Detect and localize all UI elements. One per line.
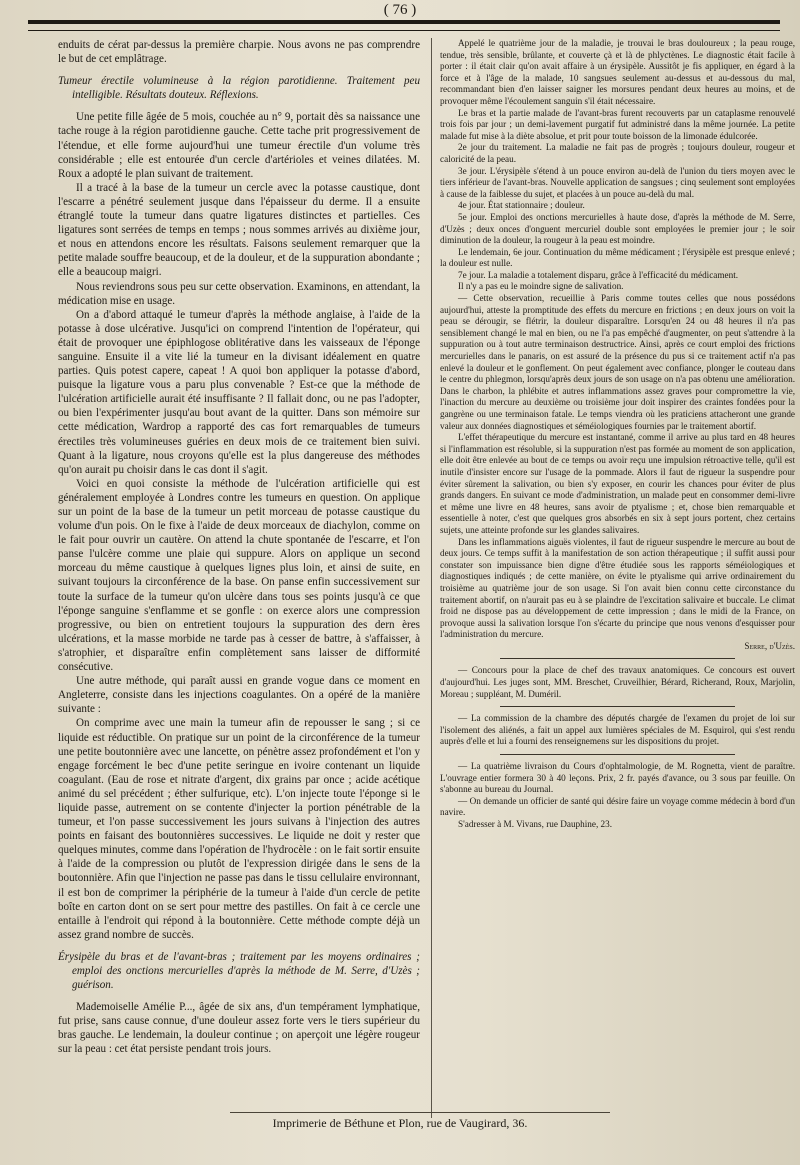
paragraph: Voici en quoi consiste la méthode de l'ulcération artificielle qui est généralement employée à Londres contre les tumeurs en question. On applique sur un point de la base de la tumeur un petit morceau de potasse caustique du volume d'un pois. On le fixe à l'aide de deux morceaux de diachylon, comme on le fait pour ouvrir un cautère. On attend la chute spontanée de l'escarre, et l'on panse l'ulcère comme une plaie qui suppure. Alors on applique un second morceau du même caustique à quelques lignes plus loin, et ainsi de suite, en suivant toujours la circonférence de la base. On panse enfin successivement sur toute la surface de la tumeur qu'on ulcère dans tous ses points jusqu'à ce que l'éponge sanguine s'enflamme et se gonfle : on exerce alors une compression progressive, ou bien on entretient toujours la suppuration des dern ères ulcérations, et la masse morbide ne tarde pas à cesser de battre, à s'affaisser, à s'atrophier, et disparaître enfin complètement sans laisser de difformité consécutive. xyxy=(58,477,420,674)
paragraph: On a d'abord attaqué le tumeur d'après la méthode anglaise, à l'aide de la potasse à dose ulcérative. Jusqu'ici on comprend l'intention de l'opérateur, qui était de provoquer une épiphlogose oblitérative dans les vaisseaux de l'éponge sanguine. Ensuite il a vite lié la tumeur en la divisant idéalement en quatre parties. Quis potest capere, capeat ! A quoi bon appliquer la potasse d'abord, puisque la ligature vous a paru plus convenable ? Est-ce que la méthode de l'ulcération artificielle aurait été insuffisante ? Il fallait donc, ou ne pas l'adopter, ou bien l'expérimenter jusqu'au bout avant de la quitter. Dans son mémoire sur cette médication, Wardrop a rapporté des cas fort remarquables de tumeurs érectiles très volumineuses guéries en deux mois de ce traitement bien suivi. Quant à la ligature, nous croyons qu'elle est la plus dangereuse des méthodes qu'on aurait pu choisir dans le cas dont il s'agit. xyxy=(58,308,420,476)
separator-rule xyxy=(500,754,735,755)
column-divider xyxy=(431,38,432,1118)
paragraph: Une petite fille âgée de 5 mois, couchée au n° 9, portait dès sa naissance une tache rouge à la région parotidienne gauche. Cette tache prit progressivement de l'étendue, et elle forme aujourd'hui une tumeur érectile d'un volume très considérable ; elle est entourée d'un cercle d'artérioles et veines dilatées. M. Roux a adopté le plan suivant de traitement. xyxy=(58,111,420,180)
paragraph: S'adresser à M. Vivans, rue Dauphine, 23. xyxy=(458,819,613,829)
paragraph: Le bras et la partie malade de l'avant-bras furent recouverts par un cataplasme renouvelé trois fois par jour ; un demi-lavement purgatif fut administré dans la même journée. La petite malade fut mise à la diète absolue, et prit pour toute boisson de la limonade édulcorée. xyxy=(440,107,795,141)
header-rule xyxy=(28,20,780,31)
section-heading: Tumeur érectile volumineuse à la région parotidienne. Traitement peu intelligible. Résultats douteux. Réflexions. xyxy=(58,75,420,102)
paragraph: Appelé le quatrième jour de la maladie, je trouvai le bras douloureux ; la peau rouge, tendue, très sensible, brûlante, et couverte çà et là de phlyctènes. Le diagnostic était facile à porter : il était clair qu'on avait affaire à un érysipèle. Aussitôt je fis appliquer, en égard à la force et à l'âge de la malade, 10 sangsues seulement au-dessus et au-dessous du mal, recommandant bien d'en laisser saigner les morsures pendant deux heures au moins, et de provoquer même l'écoulement sanguin s'il était nécessaire. xyxy=(440,38,795,106)
paragraph: Il a tracé à la base de la tumeur un cercle avec la potasse caustique, dont l'escarre a pénétré seulement jusque dans l'épaisseur du derme. Il a ensuite étranglé toute la tumeur dans quatre ligatures distinctes et partielles. Ces ligatures sont serrées de temps en temps ; nous sommes arrivés au dixième jour, et nous en attendons encore les résultats. Faisons seulement remarquer que la petite malade souffre beaucoup, et de la douleur, et de la suppuration abondante ; elle a beaucoup maigri. xyxy=(58,181,420,279)
footer-rule xyxy=(230,1112,610,1113)
separator-rule xyxy=(500,658,735,659)
page-number: ( 76 ) xyxy=(383,2,417,18)
paragraph: Dans les inflammations aiguës violentes, il faut de rigueur suspendre le mercure au bout de deux jours. Ce temps suffit à la manifestation de son action thérapeutique ; il suffit aussi pour constater son impuissance bien digne d'être étudiée sous les rapports séméiologiques et diagnostiques indiqués ; de cette manière, on évite le ptyalisme qui arrive ordinairement du troisième au quatrième jour de son usage. Si l'on avait bien connu cette circonstance du traitement abortif, on n'aurait pas eu à se plaindre de l'excitation salivaire et buccale. Le climat froid ne dispose pas au développement de cette impression ; dans le midi de la France, on provoque aussi la salivation lorsque l'on s'écarte du principe que nous venons d'esquisser pour l'administration du mercure. xyxy=(440,536,795,640)
right-column xyxy=(440,38,795,831)
paragraph: — On demande un officier de santé qui désire faire un voyage comme médecin à bord d'un navire. xyxy=(440,795,795,818)
paragraph: Mademoiselle Amélie P..., âgée de six ans, d'un tempérament lymphatique, fut prise, sans cause connue, d'une douleur assez forte vers le tiers supérieur du bras gauche. Le lendemain, la douleur continue ; on aperçoit une légère rougeur sur la peau : cet état persiste pendant trois jours. xyxy=(58,1001,420,1056)
paragraph: — Cette observation, recueillie à Paris comme toutes celles que nous possédons aujourd'hui, atteste la promptitude des effets du mercure en frictions ; en deux jours on voit la peau se dérougir, se flétrir, la douleur disparaître. Lorsqu'en 24 ou 48 heures il n'a pas sensiblement changé le mal en bien, ou ne l'a pas empêché d'augmenter, on peut s'attendre à la suppuration ou à tout autre terminaison destructrice. Ainsi, après ce court emploi des frictions mercurielles dans le panaris, on est assuré de la présence du pus si ce traitement actif n'a pas enlevé la douleur et le gonflement. On peut également avec confiance, plonger le couteau dans le centre du phlegmon, lorsqu'après deux jours de son usage on n'a pas obtenu une amélioration. Dans le charbon, la phlébite et autres inflammations assez graves pour compromettre la vie, l'inaction du mercure au deuxième ou troisième jour doit inspirer des craintes fondées pour la gangrène ou une terminaison fatale. Le temps viendra où les praticiens attacheront une grande valeur aux données diagnostiques et séméiologiques fournies par le traitement abortif. xyxy=(440,293,795,431)
paragraph: 7e jour. La maladie a totalement disparu, grâce à l'efficacité du médicament. xyxy=(458,269,739,280)
paragraph: Il n'y a pas eu le moindre signe de salivation. xyxy=(458,281,624,292)
paragraph: 2e jour du traitement. La maladie ne fait pas de progrès ; toujours douleur, rougeur et caloricité de la peau. xyxy=(440,142,795,164)
paragraph: — La commission de la chambre des députés chargée de l'examen du projet de loi sur l'isolement des aliénés, a fait un appel aux lumières spéciales de M. Esquirol, qui s'est rendu auprès d'elle et lui a fourni des renseignemens sur les dispositions du projet. xyxy=(440,713,795,747)
paragraph: 4e jour. État stationnaire ; douleur. xyxy=(458,200,585,211)
paragraph: On comprime avec une main la tumeur afin de repousser le sang ; si ce liquide est réductible. On pratique sur un point de la circonférence de la tumeur une petite boutonnière avec une lancette, on pénètre assez profondément et l'on y engage forcément le bec d'une petite seringue en ivoire contenant un liquide coagulant. (Eau de rose et nitrate d'argent, dix grains par once ; acide acétique animé du sel précédent ; éther sulfurique, etc). L'on injecte toute l'éponge si le liquide passe, autrement on se contente d'injecter la portion pénétrable de la tumeur, et l'on passe successivement les jours suivans à l'injection des autres points en faisant des boutonnières successives. Le liquide ne doit y rester que quelques minutes, comme dans l'opération de l'hydrocèle : on le fait sortir ensuite à l'aide de la compression ou plutôt de l'expression dirigée dans le sens de la boutonnière. Afin que l'injection ne passe pas dans le tissu cellulaire environnant, il est bon de comprimer la périphérie de la tumeur à l'aide d'un cercle de petite boîte en carton dont on se sert pour mettre des pastilles. On fait à ce cercle une entaille à l'endroit qui répond à la boutonnière. Cette méthode compte déjà un assez grand nombre de succès. xyxy=(58,717,420,941)
paragraph: enduits de cérat par-dessus la première charpie. Nous avons ne pas comprendre le but de cet emplâtrage. xyxy=(58,39,420,66)
paragraph: Nous reviendrons sous peu sur cette observation. Examinons, en attendant, la médication mise en usage. xyxy=(58,280,420,307)
separator-rule xyxy=(500,706,735,707)
section-heading: Érysipèle du bras et de l'avant-bras ; traitement par les moyens ordinaires ; emploi des onctions mercurielles d'après la méthode de M. Serre, d'Uzès ; guérison. xyxy=(58,950,420,992)
signature-line: Serre, d'Uzès. xyxy=(744,640,795,651)
paragraph: L'effet thérapeutique du mercure est instantané, comme il arrive au plus tard en 48 heures si l'inflammation est résoluble, si la suppuration n'est pas formée au moment de son application, elle doit être enlevée au bout de ce temps ou avoir reçu une impulsion rétroactive telle, qu'il est inutile d'insister encore sur l'usage de la pommade. Alors il faut de rigueur la suspendre pour éviter sûrement la salivation, ou bien s'y exposer, en courir les chances pour éviter de plus grands dangers. En suivant ce mode d'administration, un malade peut en consommer demi-livre et même une livre en 48 heures, sans avoir de ptyalisme ; et, chose bien remarquable et essentielle à noter, c'est que quelques gros absorbés en six à sept jours portent, chez certains sujets, une atteinte profonde sur les glandes salivaires. xyxy=(440,432,795,535)
paragraph: Le lendemain, 6e jour. Continuation du même médicament ; l'érysipèle est presque enlevé ; la douleur est nulle. xyxy=(440,246,795,269)
paragraph: Une autre méthode, qui paraît aussi en grande vogue dans ce moment en Angleterre, consiste dans les injections coagulantes. On a opéré de la manière suivante : xyxy=(58,675,420,716)
paragraph: 3e jour. L'érysipèle s'étend à un pouce environ au-delà de l'union du tiers moyen avec le tiers inférieur de l'avant-bras. Nouvelle application de sangsues ; cinq seulement sont employées à cause de la faiblesse du sujet, et placées à un pouce au-delà du mal. xyxy=(440,165,795,199)
paragraph: — Concours pour la place de chef des travaux anatomiques. Ce concours est ouvert d'aujourd'hui. Les juges sont, MM. Breschet, Cruveilhier, Bérard, Richerand, Roux, Marjolin, Moreau ; suppléant, M. Duméril. xyxy=(440,665,795,699)
imprint-footer: Imprimerie de Béthune et Plon, rue de Vaugirard, 36. xyxy=(272,1116,528,1130)
left-column xyxy=(58,38,420,1057)
paragraph: 5e jour. Emploi des onctions mercurielles à haute dose, d'après la méthode de M. Serre, d'Uzès ; deux onces d'onguent mercuriel double sont employées le premier jour ; le soir diminution de la douleur, la rougeur à la peau est moindre. xyxy=(440,211,795,246)
paragraph: — La quatrième livraison du Cours d'ophtalmologie, de M. Rognetta, vient de paraître. L'ouvrage entier formera 30 à 40 leçons. Prix, 2 fr. payés d'avance, ou 3 sous par feuille. On s'abonne au bureau du Journal. xyxy=(440,761,795,795)
